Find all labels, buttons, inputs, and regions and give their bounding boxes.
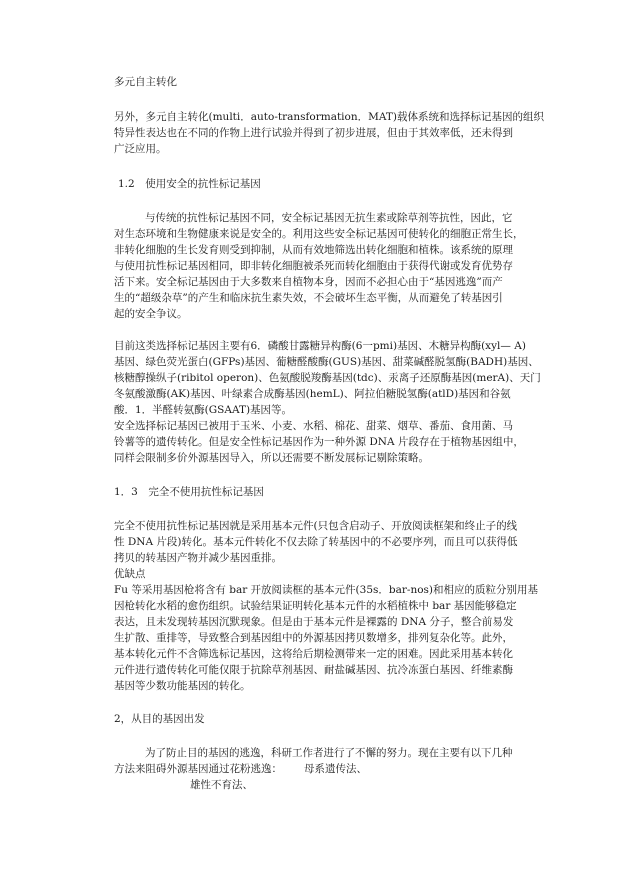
paragraph-line (114, 761, 367, 777)
paragraph-line: 拷贝的转基因产物并减少基因重排。 (114, 552, 282, 564)
paragraph-line: 生扩散、重排等，导致整合到基因组中的外源基因拷贝数增多，排列复杂化等。此外， (114, 632, 513, 644)
section-heading-1-3: 1．3 完全不使用抗性标记基因 (114, 486, 264, 498)
paragraph-line: 铃薯等的遗传转化。但是安全性标记基因作为一种外源 DNA 片段存在于植物基因组中， (114, 436, 524, 448)
paragraph-line: 元件进行遗传转化可能仅限于抗除草剂基因、耐盐碱基因、抗冷冻蛋白基因、纤维素酶 (114, 664, 513, 676)
paragraph-line: 冬氨酸激酶(AK)基因、叶绿素合成酶基因(hemL)、阿拉伯糖脱氢酶(atlD)基因和谷氨 (114, 388, 511, 400)
paragraph-line: 与使用抗性标记基因相同，即非转化细胞被杀死而转化细胞由于获得代谢或发育优势存 (114, 260, 513, 272)
paragraph-line: 生的“超级杂草”的产生和临床抗生素失效，不会破坏生态平衡，从而避免了转基因引 (114, 292, 503, 304)
paragraph-line: Fu 等采用基因枪将含有 bar 开放阅读框的基本元件(35s．bar-nos)和相应的质粒分别用基 (114, 584, 539, 596)
paragraph-line: 完全不使用抗性标记基因就是采用基本元件(只包含启动子、开放阅读框架和终止子的线 (114, 520, 518, 532)
paragraph-line: 因枪转化水稻的愈伤组织。试验结果证明转化基本元件的水稻植株中 bar 基因能够稳定 (114, 600, 517, 612)
section-heading-multi: 多元自主转化 (114, 76, 177, 88)
paragraph-text: 方法来阻碍外源基因通过花粉逃逸： (114, 763, 282, 775)
pros-cons-label: 优缺点 (114, 568, 146, 580)
paragraph-line: 与传统的抗性标记基因不同，安全标记基因无抗生素或除草剂等抗性，因此，它 (145, 212, 513, 224)
paragraph-line: 非转化细胞的生长发育则受到抑制，从而有效地筛选出转化细胞和植株。该系统的原理 (114, 244, 513, 256)
paragraph-line: 为了防止目的基因的逃逸，科研工作者进行了不懈的努力。现在主要有以下几种 (145, 747, 513, 759)
paragraph-line: 活下来。安全标记基因由于大多数来自植物本身，因而不必担心由于“基因逃逸”而产 (114, 276, 503, 288)
method-item: 母系遗传法、 (304, 763, 367, 775)
paragraph-line: 表达，且未发现转基因沉默现象。但是由于基本元件是裸露的 DNA 分子，整合前易发 (114, 616, 514, 628)
section-heading-2: 2，从目的基因出发 (114, 713, 205, 725)
method-item: 雄性不育法、 (190, 779, 253, 791)
paragraph-line: 起的安全争议。 (114, 308, 188, 320)
paragraph-line: 同样会限制多价外源基因导入，所以还需要不断发展标记剔除策略。 (114, 452, 429, 464)
paragraph-line: 核糖醇操纵子(ribitol operon)、色氨酸脱羧酶基因(tdc)、汞离子还原酶基因(merA)、天门 (114, 372, 541, 384)
paragraph-line: 另外，多元自主转化(multi．auto-transformation．MAT)载体系统和选择标记基因的组织 (114, 111, 544, 123)
paragraph-line: 基因等少数功能基因的转化。 (114, 680, 251, 692)
paragraph-line: 特异性表达也在不同的作物上进行试验并得到了初步进展，但由于其效率低，还未得到 (114, 127, 513, 139)
section-heading-1-2: 1.2 使用安全的抗性标记基因 (118, 178, 261, 190)
paragraph-line: 对生态环境和生物健康来说是安全的。利用这些安全标记基因可使转化的细胞正常生长， (114, 228, 524, 240)
paragraph-line: 基因、绿色荧光蛋白(GFPs)基因、葡糖醛酸酶(GUS)基因、甜菜碱醛脱氢酶(BADH)基因、 (114, 356, 539, 368)
paragraph-line: 酸．1．半醛转氨酶(GSAAT)基因等。 (114, 404, 293, 416)
paragraph-line: 性 DNA 片段)转化。基本元件转化不仅去除了转基因中的不必要序列，而且可以获得低 (114, 536, 518, 548)
paragraph-line: 目前这类选择标记基因主要有6．磷酸甘露糖异构酶(6一pmi)基因、木糖异构酶(xyl— A) (114, 340, 526, 352)
paragraph-line: 广泛应用。 (114, 143, 167, 155)
paragraph-line: 安全选择标记基因已被用于玉米、小麦、水稻、棉花、甜菜、烟草、番茄、食用菌、马 (114, 420, 513, 432)
paragraph-line: 基本转化元件不含筛选标记基因，这将给后期检测带来一定的困难。因此采用基本转化 (114, 648, 513, 660)
